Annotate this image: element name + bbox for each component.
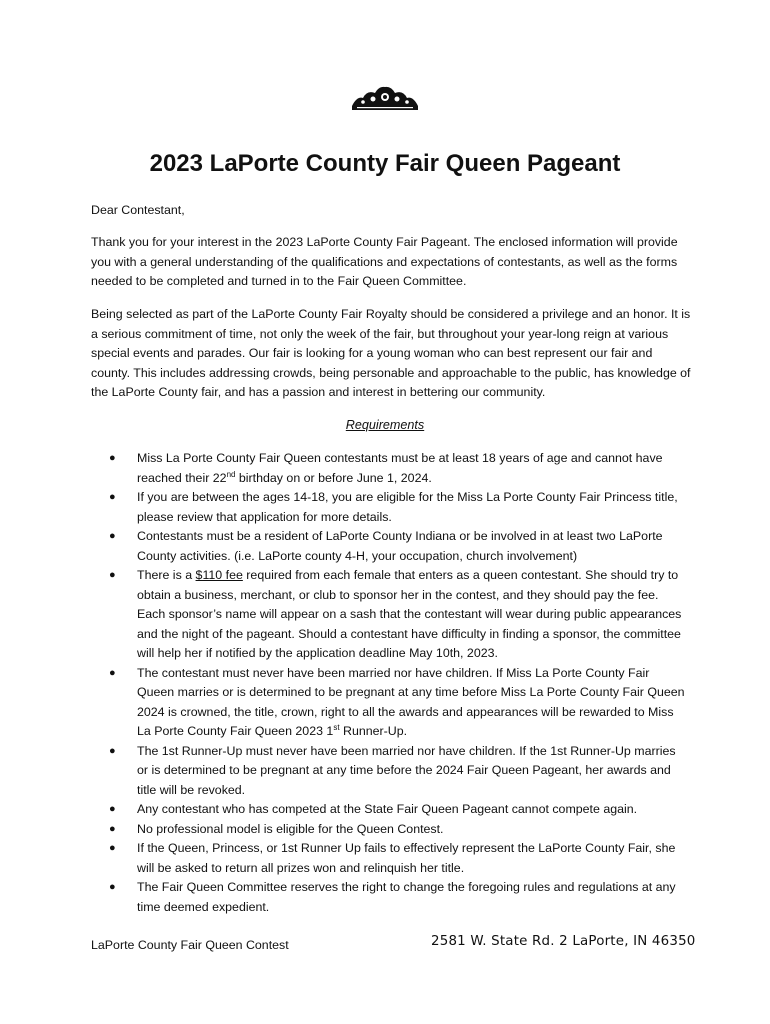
page-title: 2023 LaPorte County Fair Queen Pageant xyxy=(149,150,621,177)
list-item xyxy=(107,664,685,742)
requirement-text: Miss La Porte County Fair Queen contestants must be at least 18 years of age and cannot have reached their 22 xyxy=(137,451,663,485)
bullet-icon: ● xyxy=(109,491,116,503)
footer-contest-name: LaPorte County Fair Queen Contest xyxy=(91,938,289,952)
requirement-text: required from each female that enters as a queen contestant. She should try to obtain a business, merchant, or club to sponsor her in the contest, and they should pay the fee. Each sponsor’s name will appear on a sash that the contestant will wear during public appearances and the night of the pageant. Should a contestant have difficulty in finding a sponsor, the committee will help her if notified by the application deadline May 10th, 2023. xyxy=(137,568,682,660)
ordinal-suffix: st xyxy=(333,722,340,732)
fee-amount: $110 fee xyxy=(195,568,243,582)
bullet-icon: ● xyxy=(109,530,116,542)
list-item xyxy=(107,488,685,527)
requirement-text: Any contestant who has competed at the State Fair Queen Pageant cannot compete again. xyxy=(137,802,638,816)
tiara-icon xyxy=(349,84,421,112)
requirement-text: The contestant must never have been married nor have children. If Miss La Porte County Fair Queen marries or is determined to be pregnant at any time before Miss La Porte County Fair Queen 2024 is crowned, the title, crown, right to all the awards and appearances will be rewarded to Miss La Porte County Fair Queen 2023 1 xyxy=(137,665,685,738)
bullet-icon: ● xyxy=(109,452,116,464)
requirement-text: Runner-Up. xyxy=(339,724,408,738)
footer-address: 2581 W. State Rd. 2 LaPorte, IN 46350 xyxy=(431,934,696,949)
list-item xyxy=(107,527,685,566)
list-item xyxy=(107,566,685,664)
intro-paragraph: Thank you for your interest in the 2023 LaPorte County Fair Pageant. The enclosed information will provide you with a general understanding of the qualifications and expectations of contestants, as well as the forms needed to be completed and turned in to the Fair Queen Committee. xyxy=(91,235,678,288)
bullet-icon: ● xyxy=(109,881,116,893)
requirement-text: birthday on or before June 1, 2024. xyxy=(235,470,432,485)
bullet-icon: ● xyxy=(109,803,116,815)
bullet-icon: ● xyxy=(109,822,116,835)
list-item xyxy=(107,449,685,488)
bullet-icon: ● xyxy=(109,666,116,679)
list-item xyxy=(107,878,685,917)
bullet-icon: ● xyxy=(109,569,116,581)
requirements-list xyxy=(107,449,685,917)
list-item xyxy=(107,839,685,878)
bullet-icon: ● xyxy=(109,842,116,854)
requirement-text: If you are between the ages 14-18, you are eligible for the Miss La Porte County Fair Princess title, please review that application for more details. xyxy=(137,490,678,524)
list-item xyxy=(107,820,685,840)
list-item xyxy=(107,742,685,801)
requirement-text: There is a xyxy=(137,568,196,582)
requirement-text: Contestants must be a resident of LaPorte County Indiana or be involved in at least two LaPorte County activities. (i.e. LaPorte county 4-H, your occupation, church involvement) xyxy=(137,529,663,563)
list-item xyxy=(107,800,685,820)
salutation: Dear Contestant, xyxy=(91,203,185,217)
ordinal-suffix: nd xyxy=(226,469,236,479)
requirement-text: The 1st Runner-Up must never have been married nor have children. If the 1st Runner-Up marries or is determined to be pregnant at any time before the 2024 Fair Queen Pageant, her awards and title will be revoked. xyxy=(137,743,676,797)
requirement-text: If the Queen, Princess, or 1st Runner Up fails to effectively represent the LaPorte County Fair, she will be asked to return all prizes won and relinquish her title. xyxy=(137,841,676,875)
royalty-paragraph: Being selected as part of the LaPorte County Fair Royalty should be considered a privilege and an honor. It is a serious commitment of time, not only the week of the fair, but throughout your year-long reign at various special events and parades. Our fair is looking for a young woman who can best represent our fair and county. This includes addressing crowds, being personable and approachable to the public, has knowledge of the LaPorte County fair, and has a passion and interest in bettering our community. xyxy=(91,307,691,399)
requirements-heading: Requirements xyxy=(345,418,425,432)
requirement-text: The Fair Queen Committee reserves the right to change the foregoing rules and regulations at any time deemed expedient. xyxy=(137,880,676,914)
requirement-text: No professional model is eligible for the Queen Contest. xyxy=(137,821,444,836)
bullet-icon: ● xyxy=(109,744,116,757)
